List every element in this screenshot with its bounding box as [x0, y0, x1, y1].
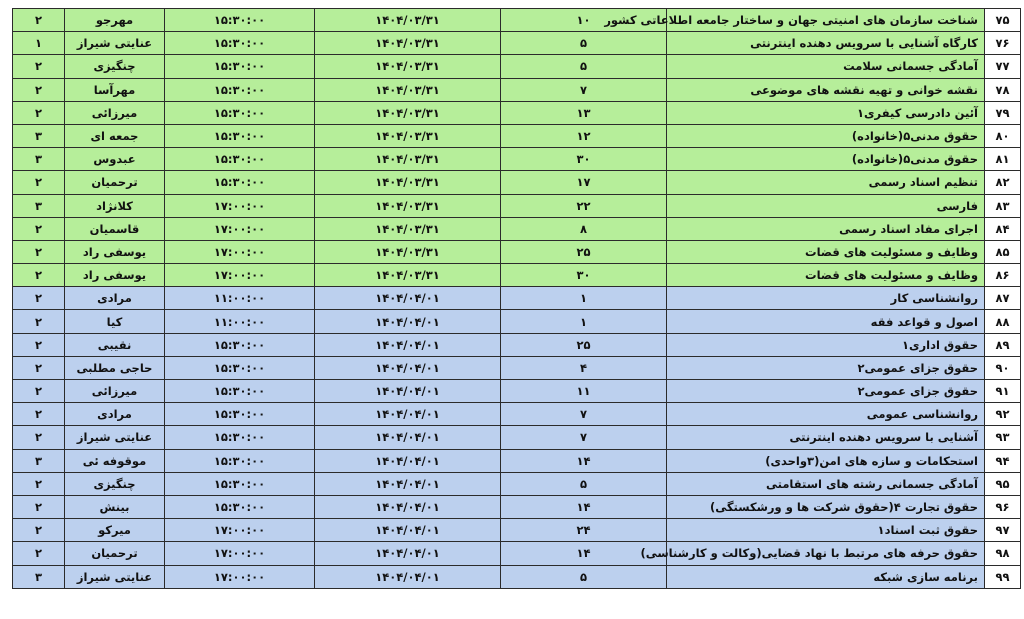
exam-time: ۱۵:۳۰:۰۰ — [165, 472, 315, 495]
row-number: ۹۰ — [985, 356, 1021, 379]
exam-date: ۱۴۰۴/۰۴/۰۱ — [315, 426, 501, 449]
row-number: ۷۷ — [985, 55, 1021, 78]
student-count: ۷ — [501, 426, 667, 449]
unit-count: ۲ — [13, 171, 65, 194]
table-row — [13, 449, 1021, 472]
student-count: ۲۵ — [501, 333, 667, 356]
table-row — [13, 287, 1021, 310]
student-count: ۱۴ — [501, 449, 667, 472]
exam-date: ۱۴۰۴/۰۴/۰۱ — [315, 449, 501, 472]
exam-time: ۱۵:۳۰:۰۰ — [165, 380, 315, 403]
student-count: ۱ — [501, 310, 667, 333]
teacher-name: جمعه ای — [65, 124, 165, 147]
exam-time: ۱۱:۰۰:۰۰ — [165, 310, 315, 333]
exam-date: ۱۴۰۴/۰۳/۳۱ — [315, 101, 501, 124]
student-count: ۵ — [501, 55, 667, 78]
table-row — [13, 403, 1021, 426]
teacher-name: ترحمیان — [65, 171, 165, 194]
exam-date: ۱۴۰۴/۰۴/۰۱ — [315, 380, 501, 403]
row-number: ۹۵ — [985, 472, 1021, 495]
row-number: ۹۲ — [985, 403, 1021, 426]
student-count: ۴ — [501, 356, 667, 379]
course-name: شناخت سازمان های امنیتی جهان و ساختار جامعه اطلاعاتی کشور — [667, 9, 985, 32]
row-number: ۸۱ — [985, 148, 1021, 171]
course-name: حقوق تجارت ۴(حقوق شرکت ها و ورشکستگی) — [667, 495, 985, 518]
teacher-name: کیا — [65, 310, 165, 333]
student-count: ۵ — [501, 32, 667, 55]
unit-count: ۲ — [13, 380, 65, 403]
row-number: ۸۶ — [985, 264, 1021, 287]
exam-time: ۱۵:۳۰:۰۰ — [165, 356, 315, 379]
table-row — [13, 565, 1021, 588]
student-count: ۸ — [501, 217, 667, 240]
row-number: ۹۷ — [985, 519, 1021, 542]
row-number: ۹۱ — [985, 380, 1021, 403]
course-name: حقوق جزای عمومی۲ — [667, 380, 985, 403]
unit-count: ۲ — [13, 495, 65, 518]
table-row — [13, 78, 1021, 101]
table-row — [13, 194, 1021, 217]
exam-time: ۱۵:۳۰:۰۰ — [165, 9, 315, 32]
course-name: حقوق اداری۱ — [667, 333, 985, 356]
course-name: حقوق جزای عمومی۲ — [667, 356, 985, 379]
student-count: ۱۲ — [501, 124, 667, 147]
exam-date: ۱۴۰۴/۰۴/۰۱ — [315, 472, 501, 495]
table-row — [13, 426, 1021, 449]
exam-date: ۱۴۰۴/۰۳/۳۱ — [315, 32, 501, 55]
course-name: حقوق ثبت اسناد۱ — [667, 519, 985, 542]
teacher-name: عنایتی شیراز — [65, 32, 165, 55]
unit-count: ۳ — [13, 124, 65, 147]
exam-date: ۱۴۰۴/۰۴/۰۱ — [315, 356, 501, 379]
teacher-name: مهرجو — [65, 9, 165, 32]
unit-count: ۲ — [13, 78, 65, 101]
teacher-name: یوسفی راد — [65, 240, 165, 263]
student-count: ۱ — [501, 287, 667, 310]
row-number: ۸۰ — [985, 124, 1021, 147]
teacher-name: عنایتی شیراز — [65, 426, 165, 449]
student-count: ۱۳ — [501, 101, 667, 124]
teacher-name: نقیبی — [65, 333, 165, 356]
teacher-name: کلانژاد — [65, 194, 165, 217]
course-name: تنظیم اسناد رسمی — [667, 171, 985, 194]
exam-date: ۱۴۰۴/۰۳/۳۱ — [315, 78, 501, 101]
table-row — [13, 124, 1021, 147]
row-number: ۸۲ — [985, 171, 1021, 194]
course-name: اجرای مفاد اسناد رسمی — [667, 217, 985, 240]
student-count: ۷ — [501, 78, 667, 101]
course-name: وظایف و مسئولیت های قضات — [667, 240, 985, 263]
course-name: کارگاه آشنایی با سرویس دهنده اینترنتی — [667, 32, 985, 55]
exam-date: ۱۴۰۴/۰۴/۰۱ — [315, 287, 501, 310]
course-name: آئین دادرسی کیفری۱ — [667, 101, 985, 124]
table-row — [13, 32, 1021, 55]
row-number: ۹۸ — [985, 542, 1021, 565]
student-count: ۲۴ — [501, 519, 667, 542]
table-row — [13, 356, 1021, 379]
exam-time: ۱۷:۰۰:۰۰ — [165, 217, 315, 240]
exam-date: ۱۴۰۴/۰۳/۳۱ — [315, 171, 501, 194]
teacher-name: قاسمیان — [65, 217, 165, 240]
teacher-name: مرادی — [65, 403, 165, 426]
row-number: ۹۶ — [985, 495, 1021, 518]
exam-date: ۱۴۰۴/۰۴/۰۱ — [315, 403, 501, 426]
unit-count: ۲ — [13, 356, 65, 379]
exam-time: ۱۵:۳۰:۰۰ — [165, 403, 315, 426]
unit-count: ۳ — [13, 194, 65, 217]
course-name: وظایف و مسئولیت های قضات — [667, 264, 985, 287]
exam-date: ۱۴۰۴/۰۳/۳۱ — [315, 9, 501, 32]
student-count: ۱۷ — [501, 171, 667, 194]
unit-count: ۳ — [13, 148, 65, 171]
course-name: نقشه خوانی و تهیه نقشه های موضوعی — [667, 78, 985, 101]
teacher-name: عبدوس — [65, 148, 165, 171]
table-row — [13, 240, 1021, 263]
teacher-name: میرزائی — [65, 380, 165, 403]
row-number: ۹۳ — [985, 426, 1021, 449]
exam-time: ۱۷:۰۰:۰۰ — [165, 542, 315, 565]
table-row — [13, 542, 1021, 565]
teacher-name: یوسفی راد — [65, 264, 165, 287]
unit-count: ۲ — [13, 55, 65, 78]
teacher-name: موقوفه ئی — [65, 449, 165, 472]
course-name: آمادگی جسمانی رشته های استقامتی — [667, 472, 985, 495]
unit-count: ۲ — [13, 426, 65, 449]
exam-date: ۱۴۰۴/۰۴/۰۱ — [315, 519, 501, 542]
exam-date: ۱۴۰۴/۰۳/۳۱ — [315, 240, 501, 263]
table-row — [13, 380, 1021, 403]
student-count: ۱۴ — [501, 542, 667, 565]
student-count: ۷ — [501, 403, 667, 426]
teacher-name: میرزائی — [65, 101, 165, 124]
schedule-rows — [13, 9, 1021, 589]
exam-time: ۱۷:۰۰:۰۰ — [165, 264, 315, 287]
table-row — [13, 310, 1021, 333]
schedule-table — [12, 8, 1021, 589]
row-number: ۷۶ — [985, 32, 1021, 55]
unit-count: ۲ — [13, 519, 65, 542]
course-name: فارسی — [667, 194, 985, 217]
exam-date: ۱۴۰۴/۰۴/۰۱ — [315, 333, 501, 356]
teacher-name: حاجی مطلبی — [65, 356, 165, 379]
schedule-table-wrap — [12, 8, 1020, 589]
exam-time: ۱۵:۳۰:۰۰ — [165, 124, 315, 147]
exam-date: ۱۴۰۴/۰۴/۰۱ — [315, 310, 501, 333]
unit-count: ۲ — [13, 240, 65, 263]
student-count: ۵ — [501, 565, 667, 588]
unit-count: ۲ — [13, 472, 65, 495]
exam-time: ۱۵:۳۰:۰۰ — [165, 449, 315, 472]
unit-count: ۲ — [13, 333, 65, 356]
exam-date: ۱۴۰۴/۰۳/۳۱ — [315, 124, 501, 147]
exam-time: ۱۱:۰۰:۰۰ — [165, 287, 315, 310]
teacher-name: مهرآسا — [65, 78, 165, 101]
exam-time: ۱۵:۳۰:۰۰ — [165, 101, 315, 124]
table-row — [13, 101, 1021, 124]
unit-count: ۲ — [13, 9, 65, 32]
exam-time: ۱۷:۰۰:۰۰ — [165, 565, 315, 588]
student-count: ۲۵ — [501, 240, 667, 263]
exam-time: ۱۷:۰۰:۰۰ — [165, 194, 315, 217]
exam-time: ۱۵:۳۰:۰۰ — [165, 55, 315, 78]
exam-date: ۱۴۰۴/۰۴/۰۱ — [315, 542, 501, 565]
student-count: ۱۴ — [501, 495, 667, 518]
course-name: برنامه سازی شبکه — [667, 565, 985, 588]
row-number: ۹۴ — [985, 449, 1021, 472]
course-name: آشنایی با سرویس دهنده اینترنتی — [667, 426, 985, 449]
row-number: ۷۸ — [985, 78, 1021, 101]
exam-time: ۱۵:۳۰:۰۰ — [165, 148, 315, 171]
exam-time: ۱۷:۰۰:۰۰ — [165, 240, 315, 263]
course-name: اصول و قواعد فقه — [667, 310, 985, 333]
course-name: استحکامات و سازه های امن(۳واحدی) — [667, 449, 985, 472]
row-number: ۸۴ — [985, 217, 1021, 240]
student-count: ۱۰ — [501, 9, 667, 32]
table-row — [13, 519, 1021, 542]
teacher-name: بینش — [65, 495, 165, 518]
unit-count: ۲ — [13, 264, 65, 287]
unit-count: ۲ — [13, 403, 65, 426]
course-name: روانشناسی عمومی — [667, 403, 985, 426]
row-number: ۸۹ — [985, 333, 1021, 356]
table-row — [13, 495, 1021, 518]
unit-count: ۲ — [13, 217, 65, 240]
row-number: ۸۷ — [985, 287, 1021, 310]
exam-time: ۱۵:۳۰:۰۰ — [165, 495, 315, 518]
table-row — [13, 9, 1021, 32]
teacher-name: مرادی — [65, 287, 165, 310]
teacher-name: عنایتی شیراز — [65, 565, 165, 588]
exam-time: ۱۵:۳۰:۰۰ — [165, 78, 315, 101]
course-name: حقوق مدنی۵(خانواده) — [667, 124, 985, 147]
student-count: ۳۰ — [501, 148, 667, 171]
exam-date: ۱۴۰۴/۰۳/۳۱ — [315, 217, 501, 240]
row-number: ۹۹ — [985, 565, 1021, 588]
exam-time: ۱۵:۳۰:۰۰ — [165, 32, 315, 55]
table-row — [13, 472, 1021, 495]
row-number: ۷۹ — [985, 101, 1021, 124]
exam-date: ۱۴۰۴/۰۳/۳۱ — [315, 148, 501, 171]
exam-time: ۱۵:۳۰:۰۰ — [165, 426, 315, 449]
unit-count: ۱ — [13, 32, 65, 55]
unit-count: ۲ — [13, 287, 65, 310]
row-number: ۸۳ — [985, 194, 1021, 217]
row-number: ۸۵ — [985, 240, 1021, 263]
exam-date: ۱۴۰۴/۰۴/۰۱ — [315, 565, 501, 588]
exam-time: ۱۵:۳۰:۰۰ — [165, 171, 315, 194]
exam-date: ۱۴۰۴/۰۴/۰۱ — [315, 495, 501, 518]
table-row — [13, 333, 1021, 356]
teacher-name: چنگیزی — [65, 472, 165, 495]
exam-time: ۱۷:۰۰:۰۰ — [165, 519, 315, 542]
table-row — [13, 171, 1021, 194]
teacher-name: میرکو — [65, 519, 165, 542]
row-number: ۷۵ — [985, 9, 1021, 32]
course-name: حقوق حرفه های مرتبط با نهاد قضایی(وکالت و کارشناسی) — [667, 542, 985, 565]
course-name: روانشناسی کار — [667, 287, 985, 310]
exam-date: ۱۴۰۴/۰۳/۳۱ — [315, 194, 501, 217]
table-row — [13, 55, 1021, 78]
unit-count: ۳ — [13, 449, 65, 472]
student-count: ۲۲ — [501, 194, 667, 217]
unit-count: ۲ — [13, 542, 65, 565]
table-row — [13, 217, 1021, 240]
exam-date: ۱۴۰۴/۰۳/۳۱ — [315, 264, 501, 287]
student-count: ۵ — [501, 472, 667, 495]
table-row — [13, 264, 1021, 287]
row-number: ۸۸ — [985, 310, 1021, 333]
unit-count: ۳ — [13, 565, 65, 588]
unit-count: ۲ — [13, 101, 65, 124]
teacher-name: چنگیزی — [65, 55, 165, 78]
table-row — [13, 148, 1021, 171]
student-count: ۳۰ — [501, 264, 667, 287]
course-name: حقوق مدنی۵(خانواده) — [667, 148, 985, 171]
student-count: ۱۱ — [501, 380, 667, 403]
unit-count: ۲ — [13, 310, 65, 333]
exam-time: ۱۵:۳۰:۰۰ — [165, 333, 315, 356]
exam-date: ۱۴۰۴/۰۳/۳۱ — [315, 55, 501, 78]
course-name: آمادگی جسمانی سلامت — [667, 55, 985, 78]
teacher-name: ترحمیان — [65, 542, 165, 565]
